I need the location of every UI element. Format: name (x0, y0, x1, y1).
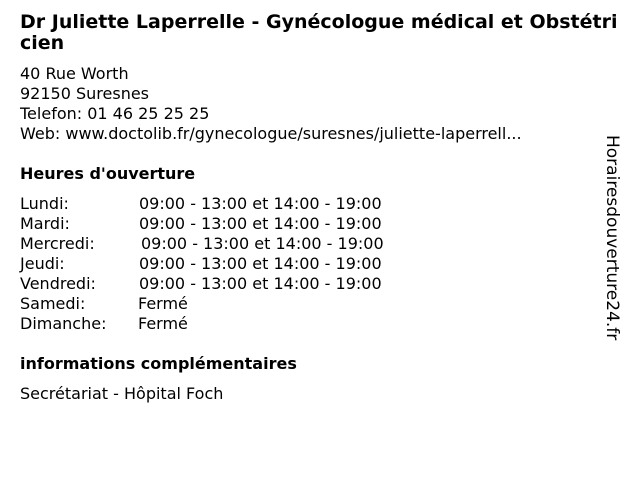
day-label: Mardi: (20, 214, 70, 233)
site-watermark: Horairesdouverture24.fr (602, 135, 622, 341)
phone-number: Telefon: 01 46 25 25 25 (20, 104, 210, 123)
time-value: 09:00 - 13:00 et 14:00 - 19:00 (139, 214, 382, 233)
time-value: 09:00 - 13:00 et 14:00 - 19:00 (139, 274, 382, 293)
time-value: 09:00 - 13:00 et 14:00 - 19:00 (141, 234, 384, 253)
day-label: Vendredi: (20, 274, 96, 293)
time-value: Fermé (138, 294, 188, 313)
time-value: 09:00 - 13:00 et 14:00 - 19:00 (139, 194, 382, 213)
address-block (20, 64, 522, 144)
page-title: Dr Juliette Laperrelle - Gynécologue médical et Obstétricien (20, 11, 618, 54)
time-value: Fermé (138, 314, 188, 333)
additional-info-text: Secrétariat - Hôpital Foch (20, 384, 224, 403)
time-value: 09:00 - 13:00 et 14:00 - 19:00 (139, 254, 382, 273)
day-label: Jeudi: (20, 254, 65, 273)
website-link: Web: www.doctolib.fr/gynecologue/suresnes/juliette-laperrell... (20, 124, 522, 143)
additional-info-heading: informations complémentaires (20, 354, 297, 373)
day-label: Dimanche: (20, 314, 107, 333)
city-postcode: 92150 Suresnes (20, 84, 150, 103)
day-label: Samedi: (20, 294, 86, 313)
opening-hours-heading: Heures d'ouverture (20, 164, 196, 183)
day-label: Mercredi: (20, 234, 95, 253)
day-label: Lundi: (20, 194, 69, 213)
street-address: 40 Rue Worth (20, 64, 129, 83)
